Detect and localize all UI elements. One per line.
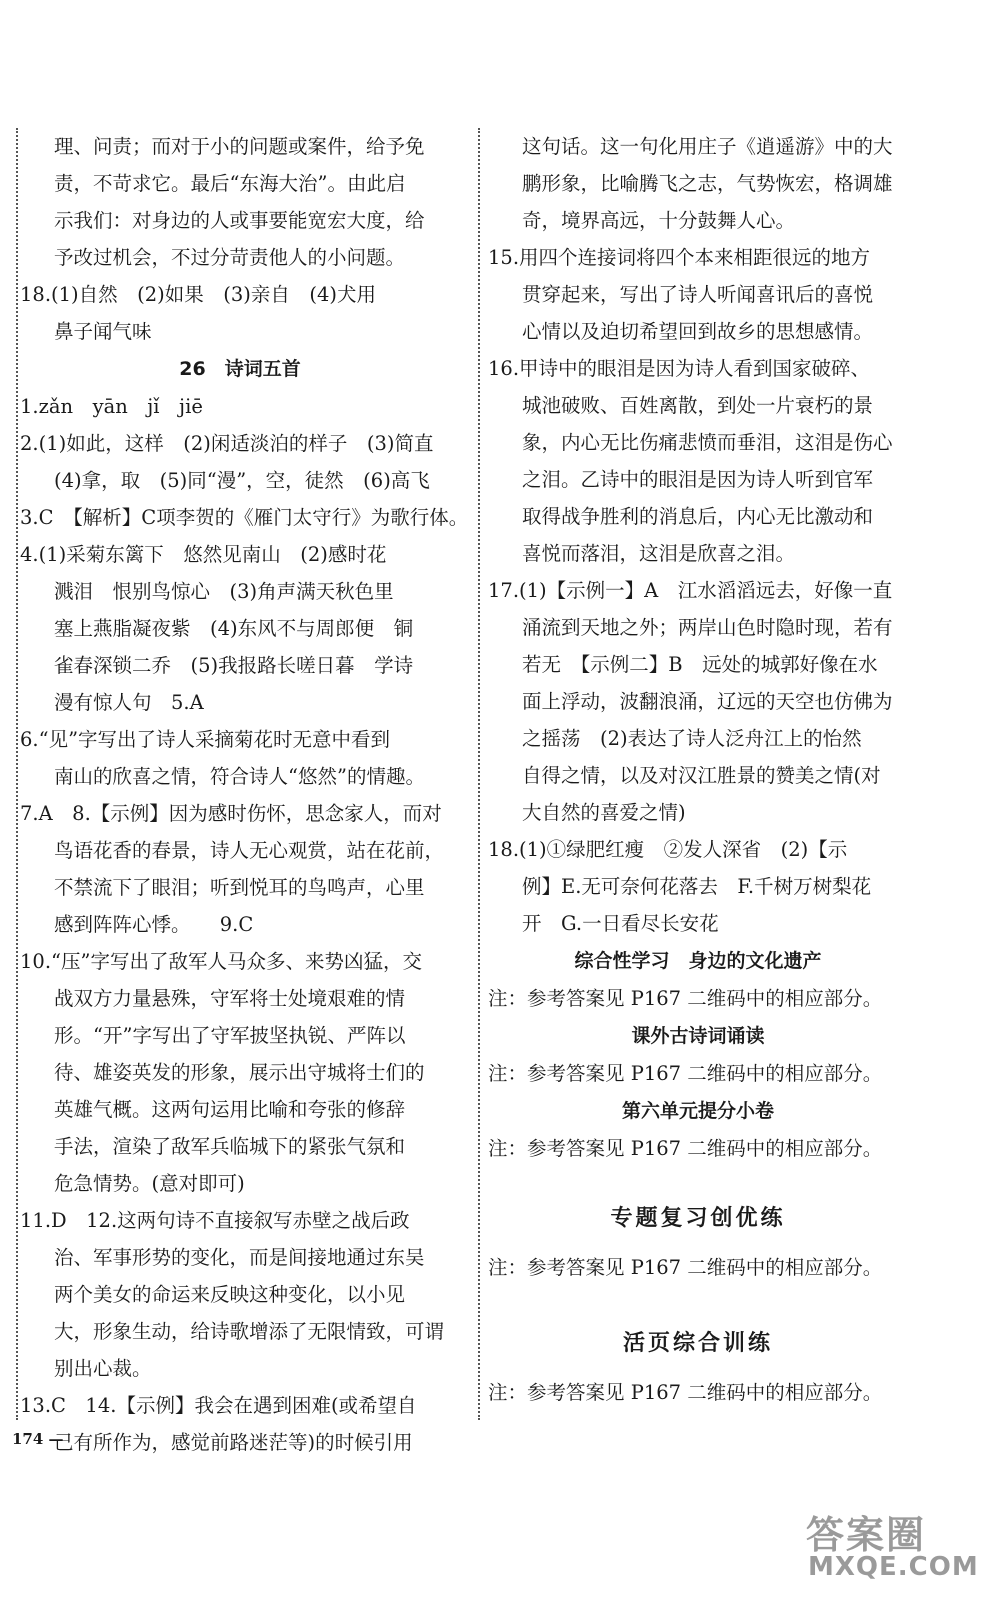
text-line: 大自然的喜爱之情) xyxy=(522,801,686,824)
answer-item: 7.A 8.【示例】因为感时伤怀，思念家人，而对 xyxy=(20,802,442,825)
section-title: 综合性学习 身边的文化遗产 xyxy=(574,950,822,972)
answer-item: 2.(1)如此，这样 (2)闲适淡泊的样子 (3)简直 xyxy=(20,432,434,455)
text-line: 之泪。乙诗中的眼泪是因为诗人听到官军 xyxy=(522,468,874,491)
text-line: 之摇荡 (2)表达了诗人泛舟江上的怡然 xyxy=(522,727,862,750)
answer-item: 16.甲诗中的眼泪是因为诗人看到国家破碎、 xyxy=(488,357,871,380)
text-line: 责，不苛求它。最后“东海大治”。由此启 xyxy=(54,172,406,195)
answer-item: 3.C 【解析】C项李贺的《雁门太守行》为歌行体。 xyxy=(20,506,469,529)
column-divider xyxy=(478,128,480,1420)
reference-note: 注：参考答案见 P167 二维码中的相应部分。 xyxy=(488,1062,883,1085)
text-line: 感到阵阵心悸。 9.C xyxy=(54,913,254,936)
answer-item: 18.(1)①绿肥红瘦 ②发人深省 (2)【示 xyxy=(488,838,848,861)
text-line: 示我们：对身边的人或事要能宽宏大度，给 xyxy=(54,209,425,232)
page-number: 174 — xyxy=(12,1430,64,1448)
watermark-url: MXQE.COM xyxy=(808,1552,979,1582)
text-line: 大，形象生动，给诗歌增添了无限情致，可谓 xyxy=(54,1320,445,1343)
answer-item: 17.(1)【示例一】A 江水滔滔远去，好像一直 xyxy=(488,579,893,602)
text-line: 理、问责；而对于小的问题或案件，给予免 xyxy=(54,135,425,158)
text-line: 塞上燕脂凝夜紫 (4)东风不与周郎便 铜 xyxy=(54,617,414,640)
text-line: 城池破败、百姓离散，到处一片衰朽的景 xyxy=(522,394,874,417)
text-line: 危急情势。(意对即可) xyxy=(54,1172,245,1195)
answer-item: 10.“压”字写出了敌军人马众多、来势凶猛，交 xyxy=(20,950,422,973)
text-line: 两个美女的命运来反映这种变化，以小见 xyxy=(54,1283,406,1306)
text-line: 溅泪 恨别鸟惊心 (3)角声满天秋色里 xyxy=(54,580,394,603)
text-line: 手法，渲染了敌军兵临城下的紧张气氛和 xyxy=(54,1135,406,1158)
answer-item: 11.D 12.这两句诗不直接叙写赤壁之战后政 xyxy=(20,1209,410,1232)
text-line: 取得战争胜利的消息后，内心无比激动和 xyxy=(522,505,874,528)
text-line: 待、雄姿英发的形象，展示出守城将士们的 xyxy=(54,1061,425,1084)
answer-item: 13.C 14.【示例】我会在遇到困难(或希望自 xyxy=(20,1394,417,1417)
left-dotted-margin xyxy=(16,128,18,1420)
spacer xyxy=(488,1167,908,1189)
text-line: 不禁流下了眼泪；听到悦耳的鸟鸣声，心里 xyxy=(54,876,425,899)
text-line: 形。“开”字写出了守军披坚执锐、严阵以 xyxy=(54,1024,406,1047)
answer-item: 18.(1)自然 (2)如果 (3)亲自 (4)犬用 xyxy=(20,283,376,306)
text-line: 予改过机会，不过分苛责他人的小问题。 xyxy=(54,246,406,269)
section-title: 课外古诗词诵读 xyxy=(631,1025,765,1047)
text-line: 别出心裁。 xyxy=(54,1357,152,1380)
text-line: (4)拿，取 (5)同“漫”，空，徒然 (6)高飞 xyxy=(54,469,430,492)
text-line: 自得之情，以及对汉江胜景的赞美之情(对 xyxy=(522,764,881,787)
answer-item: 15.用四个连接词将四个本来相距很远的地方 xyxy=(488,246,871,269)
text-line: 开 G.一日看尽长安花 xyxy=(522,912,719,935)
text-line: 例】E.无可奈何花落去 F.千树万树梨花 xyxy=(522,875,872,898)
reference-note: 注：参考答案见 P167 二维码中的相应部分。 xyxy=(488,1137,883,1160)
text-line: 漫有惊人句 5.A xyxy=(54,691,204,714)
reference-note: 注：参考答案见 P167 二维码中的相应部分。 xyxy=(488,987,883,1010)
text-line: 鼻子闻气味 xyxy=(54,320,152,343)
text-line: 贯穿起来，写出了诗人听闻喜讯后的喜悦 xyxy=(522,283,874,306)
section-title: 专题复习创优练 xyxy=(610,1206,786,1231)
section-title: 活页综合训练 xyxy=(622,1331,773,1356)
text-line: 心情以及迫切希望回到故乡的思想感情。 xyxy=(522,320,874,343)
right-column xyxy=(488,128,908,1411)
watermark-text: 答案圈 xyxy=(806,1513,927,1557)
text-line: 面上浮动，波翻浪涌，辽远的天空也仿佛为 xyxy=(522,690,893,713)
left-column xyxy=(20,128,469,1461)
answer-item: 4.(1)采菊东篱下 悠然见南山 (2)感时花 xyxy=(20,543,387,566)
answer-item: 6.“见”字写出了诗人采摘菊花时无意中看到 xyxy=(20,728,391,751)
text-line: 象，内心无比伤痛悲愤而垂泪，这泪是伤心 xyxy=(522,431,893,454)
text-line: 涌流到天地之外；两岸山色时隐时现，若有 xyxy=(522,616,893,639)
text-line: 喜悦而落泪，这泪是欣喜之泪。 xyxy=(522,542,796,565)
watermark-logo xyxy=(806,1504,979,1590)
text-line: 己有所作为，感觉前路迷茫等)的时候引用 xyxy=(54,1431,413,1454)
text-line: 鸟语花香的春景，诗人无心观赏，站在花前， xyxy=(54,839,445,862)
lesson-title: 26 诗词五首 xyxy=(179,358,301,380)
text-line: 战双方力量悬殊，守军将士处境艰难的情 xyxy=(54,987,406,1010)
reference-note: 注：参考答案见 P167 二维码中的相应部分。 xyxy=(488,1256,883,1279)
text-line: 若无 【示例二】B 远处的城郭好像在水 xyxy=(522,653,878,676)
spacer xyxy=(488,1286,908,1314)
section-title: 第六单元提分小卷 xyxy=(621,1100,774,1122)
text-line: 雀春深锁二乔 (5)我报路长嗟日暮 学诗 xyxy=(54,654,414,677)
text-line: 南山的欣喜之情，符合诗人“悠然”的情趣。 xyxy=(54,765,425,788)
answer-item: 1.zǎn yān jǐ jiē xyxy=(20,395,203,418)
text-line: 这句话。这一句化用庄子《逍遥游》中的大 xyxy=(522,135,893,158)
reference-note: 注：参考答案见 P167 二维码中的相应部分。 xyxy=(488,1381,883,1404)
text-line: 鹏形象，比喻腾飞之志，气势恢宏，格调雄 xyxy=(522,172,893,195)
text-line: 奇，境界高远，十分鼓舞人心。 xyxy=(522,209,796,232)
text-line: 英雄气概。这两句运用比喻和夸张的修辞 xyxy=(54,1098,406,1121)
text-line: 治、军事形势的变化，而是间接地通过东吴 xyxy=(54,1246,425,1269)
